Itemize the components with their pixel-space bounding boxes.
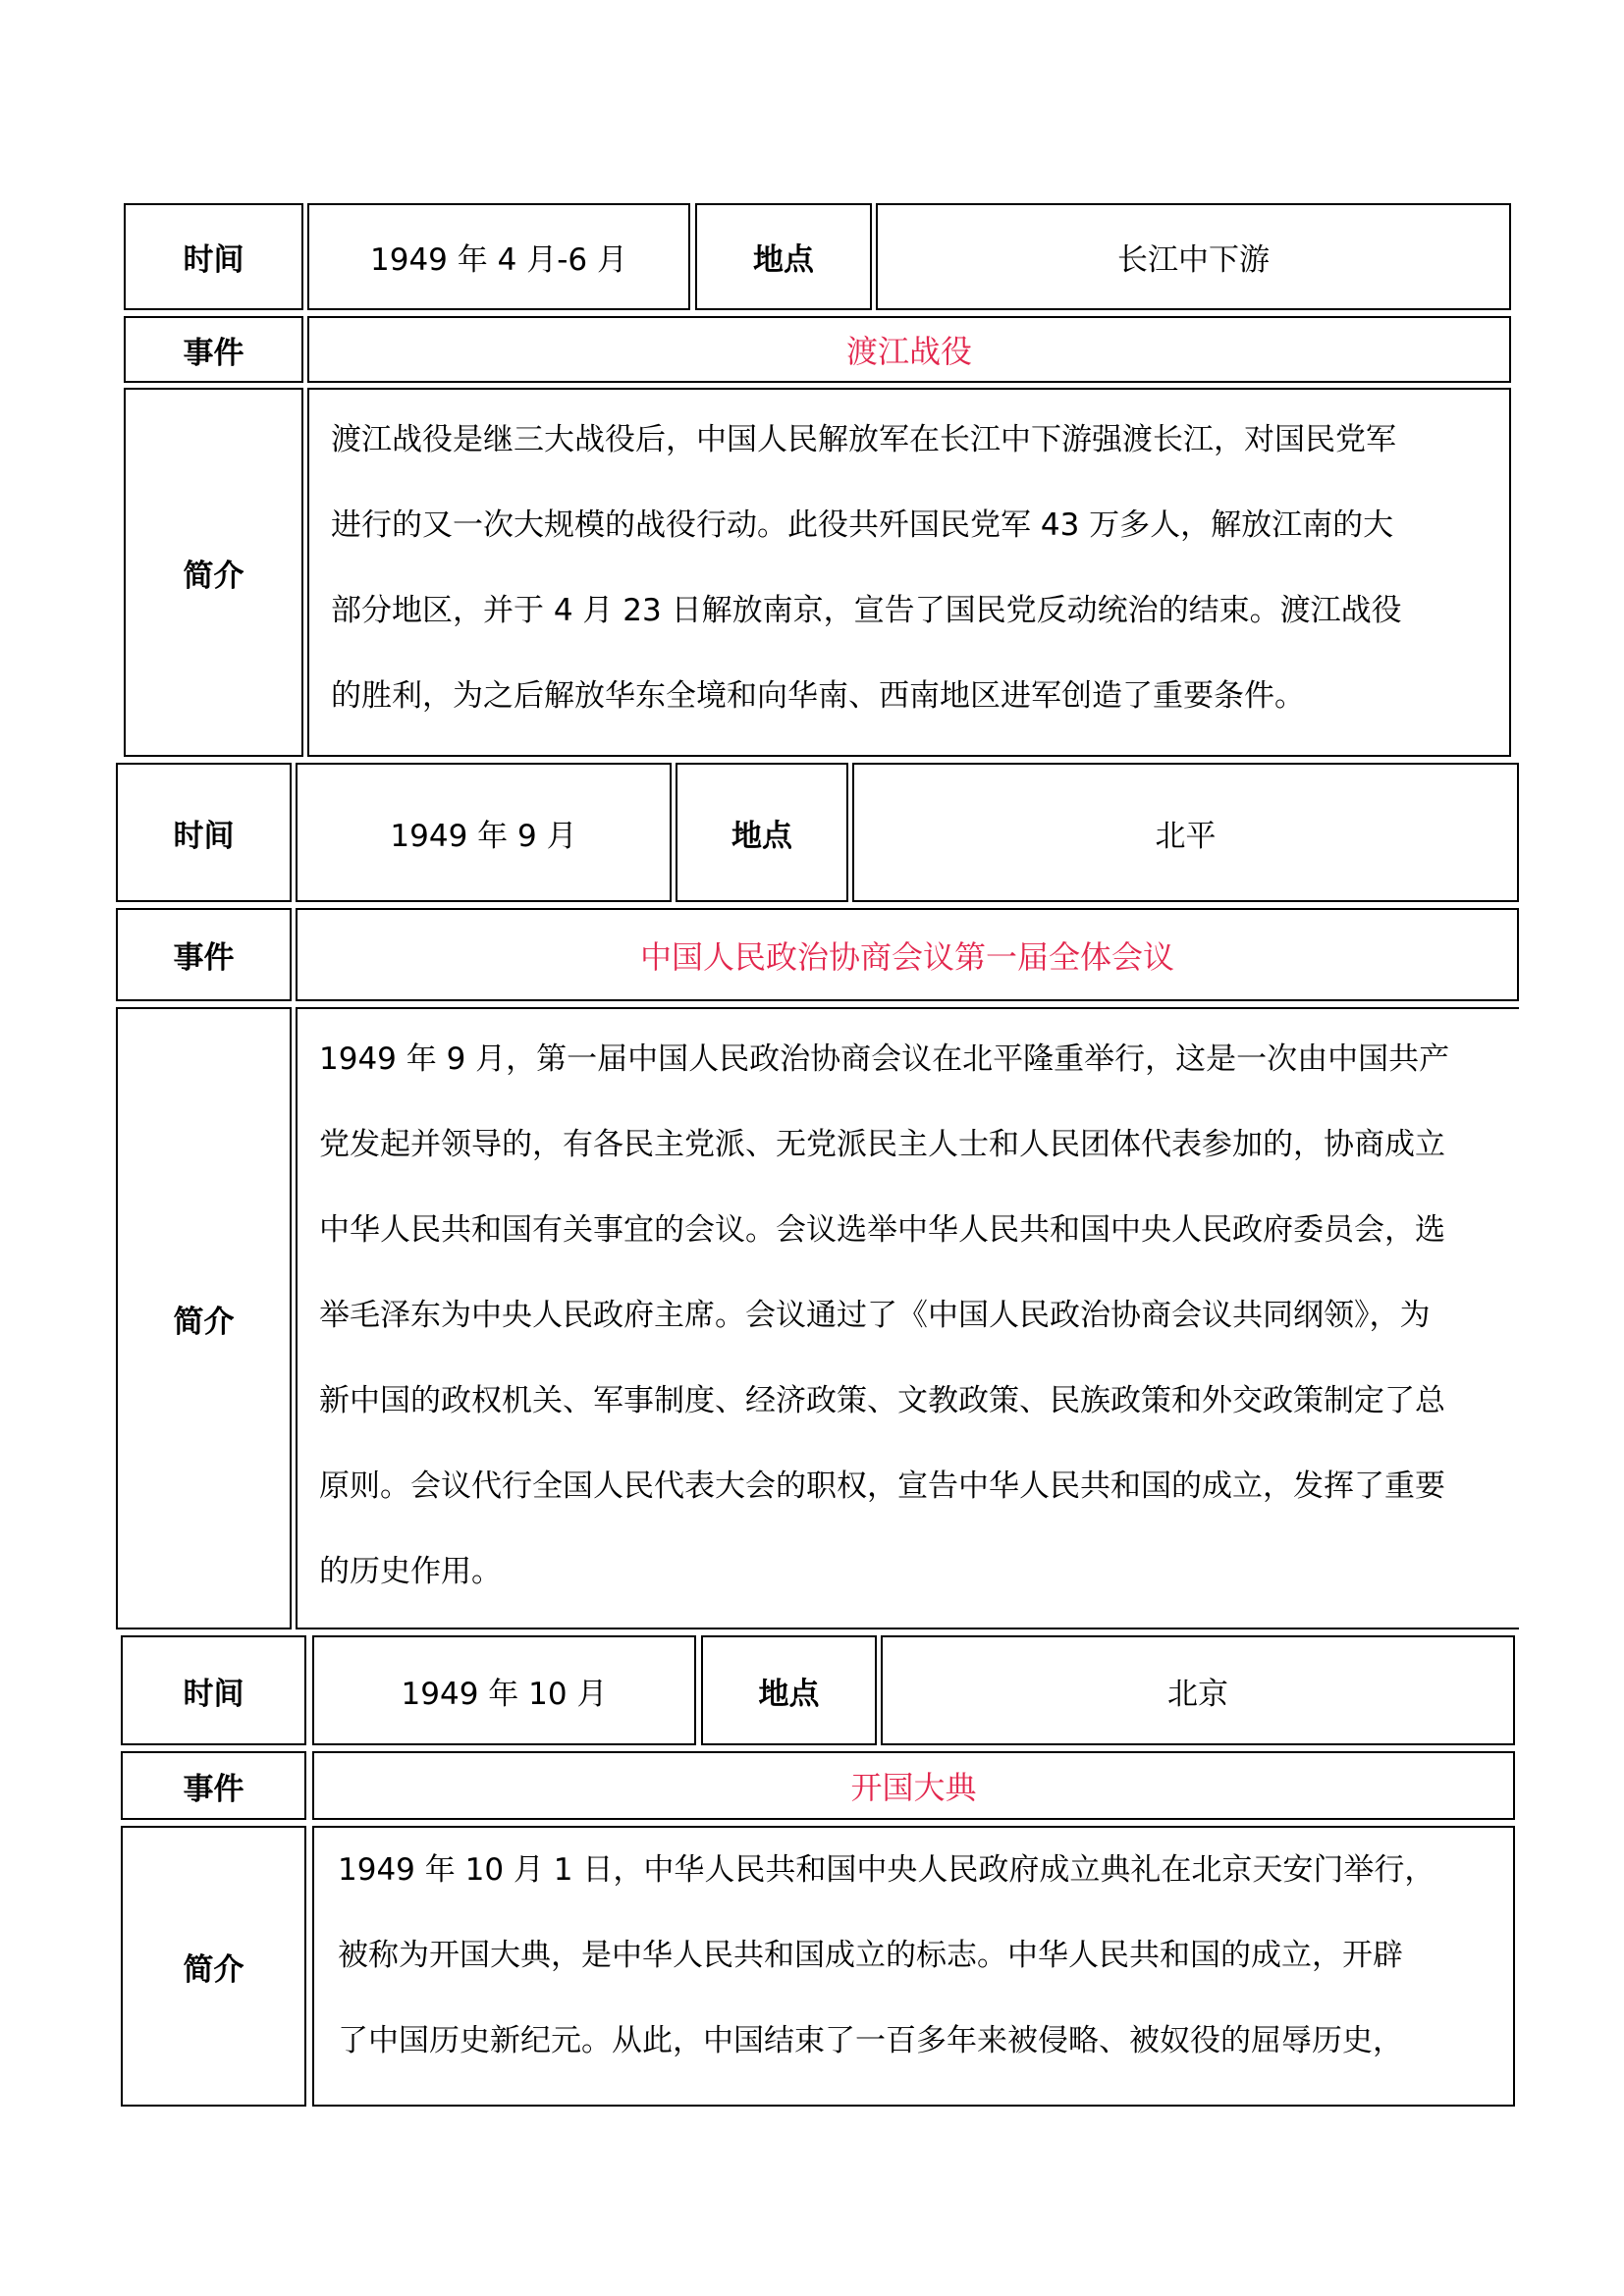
time-label: 时间	[124, 203, 303, 310]
intro-line: 1949 年 10 月 1 日，中华人民共和国中央人民政府成立典礼在北京天安门举行，	[338, 1852, 1435, 1888]
event-title: 中国人民政治协商会议第一届全体会议	[296, 908, 1519, 1001]
event-label: 事件	[124, 316, 303, 383]
place-value: 北平	[852, 763, 1519, 902]
time-value: 1949 年 9 月	[296, 763, 672, 902]
intro-line: 原则。会议代行全国人民代表大会的职权，宣告中华人民共和国的成立，发挥了重要	[319, 1468, 1445, 1504]
intro-line: 新中国的政权机关、军事制度、经济政策、文教政策、民族政策和外交政策制定了总	[319, 1383, 1445, 1418]
intro-text	[296, 1007, 1519, 1629]
intro-label: 简介	[124, 388, 303, 757]
intro-text	[307, 388, 1511, 757]
intro-line: 被称为开国大典，是中华人民共和国成立的标志。中华人民共和国的成立，开辟	[338, 1938, 1403, 1973]
intro-text	[312, 1826, 1515, 2107]
event-label: 事件	[116, 908, 292, 1001]
time-value: 1949 年 10 月	[312, 1635, 696, 1745]
event-title: 开国大典	[312, 1751, 1515, 1820]
place-label: 地点	[695, 203, 872, 310]
intro-line: 1949 年 9 月，第一届中国人民政治协商会议在北平隆重举行，这是一次由中国共产	[319, 1041, 1450, 1077]
intro-line: 的历史作用。	[319, 1554, 502, 1589]
intro-line: 了中国历史新纪元。从此，中国结束了一百多年来被侵略、被奴役的屈辱历史，	[338, 2023, 1403, 2058]
time-label: 时间	[116, 763, 292, 902]
intro-line: 进行的又一次大规模的战役行动。此役共歼国民党军 43 万多人，解放江南的大	[331, 507, 1394, 543]
intro-line: 党发起并领导的，有各民主党派、无党派民主人士和人民团体代表参加的，协商成立	[319, 1127, 1445, 1162]
intro-line: 中华人民共和国有关事宜的会议。会议选举中华人民共和国中央人民政府委员会，选	[319, 1212, 1445, 1248]
event-title: 渡江战役	[307, 316, 1511, 383]
place-value: 长江中下游	[876, 203, 1511, 310]
intro-line: 渡江战役是继三大战役后，中国人民解放军在长江中下游强渡长江，对国民党军	[331, 422, 1396, 457]
place-label: 地点	[676, 763, 848, 902]
place-label: 地点	[701, 1635, 877, 1745]
event-label: 事件	[121, 1751, 306, 1820]
intro-label: 简介	[121, 1826, 306, 2107]
intro-line: 举毛泽东为中央人民政府主席。会议通过了《中国人民政治协商会议共同纲领》，为	[319, 1298, 1431, 1333]
intro-line: 的胜利，为之后解放华东全境和向华南、西南地区进军创造了重要条件。	[331, 678, 1305, 714]
time-value: 1949 年 4 月-6 月	[307, 203, 690, 310]
intro-label: 简介	[116, 1007, 292, 1629]
place-value: 北京	[881, 1635, 1515, 1745]
intro-line: 部分地区，并于 4 月 23 日解放南京，宣告了国民党反动统治的结束。渡江战役	[331, 593, 1402, 628]
time-label: 时间	[121, 1635, 306, 1745]
